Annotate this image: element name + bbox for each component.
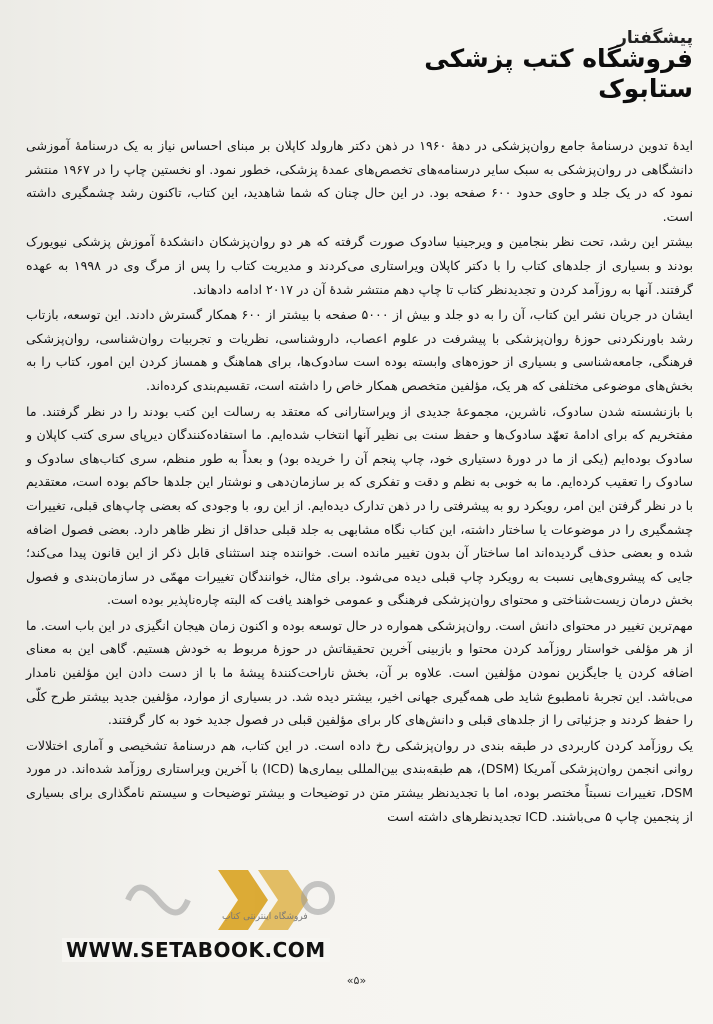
watermark-tagline: فروشگاه اینترنتی کتاب <box>222 912 308 922</box>
setabook-logo-icon <box>118 860 348 940</box>
paragraph-5: مهم‌ترین تغییر در محتوای دانش است. روان‌پزشکی همواره در حال توسعه بوده و اکنون زمان هیجان انگیزی در این باب است. ما از هر مؤلفی خواستار روزآمد کردن محتوا و بازبینی آخرین تحقیقاتش در حوزهٔ مربوط به خودش هستیم. گاهی این به معنای اضافه کردن یا جایگزین نمودن مؤلفین است. علاوه بر آن، بخش ناراحت‌کنندهٔ پیشهٔ ما با از دست دادن این مؤلفین نامدار می‌باشد. این تجربهٔ نامطبوع شاید طی همه‌گیری جهانی اخیر، بیشتر دیده شد. در بسیاری از موارد، مؤلفین جدید بیشتر طرح کلّی را حفظ کردند و جزئیاتی را از جلدهای قبلی و دانش‌های کار برای مؤلفین قبلی در فصول جدید خود به کار گرفتند. <box>26 617 693 728</box>
section-title: پیشگفتار <box>617 28 693 48</box>
paragraph-3: ایشان در جریان نشر این کتاب، آن را به دو جلد و بیش از ۵۰۰۰ صفحه با بیشتر از ۶۰۰ همکار گسترش دادند. این توسعه، بازتاب رشد باورنکردنی حوزهٔ روان‌پزشکی با پیشرفت در علوم اعصاب، داروشناسی، نظریات و تجربیات روان‌شناسی، روان‌پزشکی فرهنگی، جامعه‌شناسی و بسیاری از حوزه‌های وابسته بوده است سادوک‌ها، برای هماهنگ و همساز کردن این امور، کتاب را به بخش‌های موضوعی مختلفی که هر یک، مؤلفین متخصص همکار خاص را داشته است، تقسیم‌بندی کرده‌اند. <box>26 307 693 393</box>
page-number: «۵» <box>346 974 367 987</box>
watermark-url: WWW.SETABOOK.COM <box>62 938 330 962</box>
paragraph-6: یک روزآمد کردن کاربردی در طبقه بندی در روان‌پزشکی رخ داده است. در این کتاب، هم درسنامهٔ تشخیصی و آماری اختلالات روانی انجمن روان‌پزشکی آمریکا (DSM)، هم طبقه‌بندی بین‌المللی بیماری‌ها (ICD) با آخرین ویراستاری روزآمد شده‌اند. در مورد DSM، تغییرات نسبتاً مختصر بوده، اما با تجدیدنظر بیشتر متن در توضیحات و بیشتر توضیحات و سیستم نامگذاری برای بسیاری از پنجمین چاپ ۵ می‌باشند. ICD تجدیدنظرهای داشته است <box>26 737 693 824</box>
setabook-watermark <box>52 860 326 980</box>
paragraph-1: ایدهٔ تدوین درسنامهٔ جامع روان‌پزشکی در دههٔ ۱۹۶۰ در ذهن دکتر هارولد کاپلان بر مبنای احساس نیاز به یک درسنامهٔ آموزشی دانشگاهی در روان‌پزشکی به سبک سایر درسنامه‌های تخصص‌های عمدهٔ پزشکی، خطور نمود. او نخستین چاپ را در ۱۹۶۷ منتشر نمود که در یک جلد و حاوی حدود ۶۰۰ صفحه بود. در این حال چنان که شما شاهدید، این کتاب، تاکنون رشد چشمگیری داشته است. <box>26 138 693 224</box>
body-text <box>26 134 693 828</box>
paragraph-4: با بازنشسته شدن سادوک، ناشرین، مجموعهٔ جدیدی از ویراستارانی که معتقد به رسالت این کتب بودند را در نظر گرفتند. ما مفتخریم که برای ادامهٔ تعهّد سادوک‌ها و حفظ سنت بی نظیر آنها انتخاب شده‌ایم. ما استفاده‌کنندگان دیرپای سری کتب کاپلان و سادوک بوده‌ایم (یکی از ما در دورهٔ دستیاری خود، چاپ پنجم آن را خریده بود) و بعداً به طور منظم، سری کتاب‌های سادوک و سادوک را تعقیب کرده‌ایم. ما به خوبی به نظم و دقت و تفکری که بر سازمان‌دهی و نوشتار این جلدها حاکم بوده است، معتقدیم با در نظر گرفتن این امر، رویکرد رو به پیشرفتی را در ذهن تدارک دیده‌ایم. از این رو، با وجودی که بعضی چاپ‌های قبلی، تغییرات چشمگیری را در موضوعات یا ساختار داشته، این کتاب نگاه مشابهی به جلد قبلی حداقل از نظر ظاهر دارد. بعضی فصول اضافه شده و بعضی حذف گردیده‌اند اما ساختار آن بدون تغییر مانده است. خواننده چند استثنای قابل ذکر از این قانون پیدا می‌کند؛ جایی که پیشروی‌هایی نسبت به رویکرد چاپ قبلی دیده می‌شود. برای مثال، خوانندگان تغییرات مهمّی در سازمان‌بندی و فصول بخش درمان زیست‌شناختی و محتوای روان‌پزشکی فرهنگی و عمومی خواهند یافت که البته چاره‌ناپذیر بوده است. <box>26 403 693 608</box>
page-header <box>333 28 693 104</box>
paragraph-2: بیشتر این رشد، تحت نظر بنجامین و ویرجینیا سادوک صورت گرفته که هر دو روان‌پزشکان دانشکدهٔ آموزش پزشکی نیویورک بودند و بسیاری از جلدهای کتاب را با دکتر کاپلان ویراستاری می‌کردند و مدیریت کتاب را پس از مرگ وی در ۱۹۹۸ به عهده گرفتند. آنها به روزآمد کردن و تجدیدنظر کتاب تا چاپ دهم منتشر شدهٔ آن در ۲۰۱۷ ادامه دادهاند. <box>26 234 693 297</box>
store-title: فروشگاه کتب پزشکی ستابوک <box>424 44 693 103</box>
